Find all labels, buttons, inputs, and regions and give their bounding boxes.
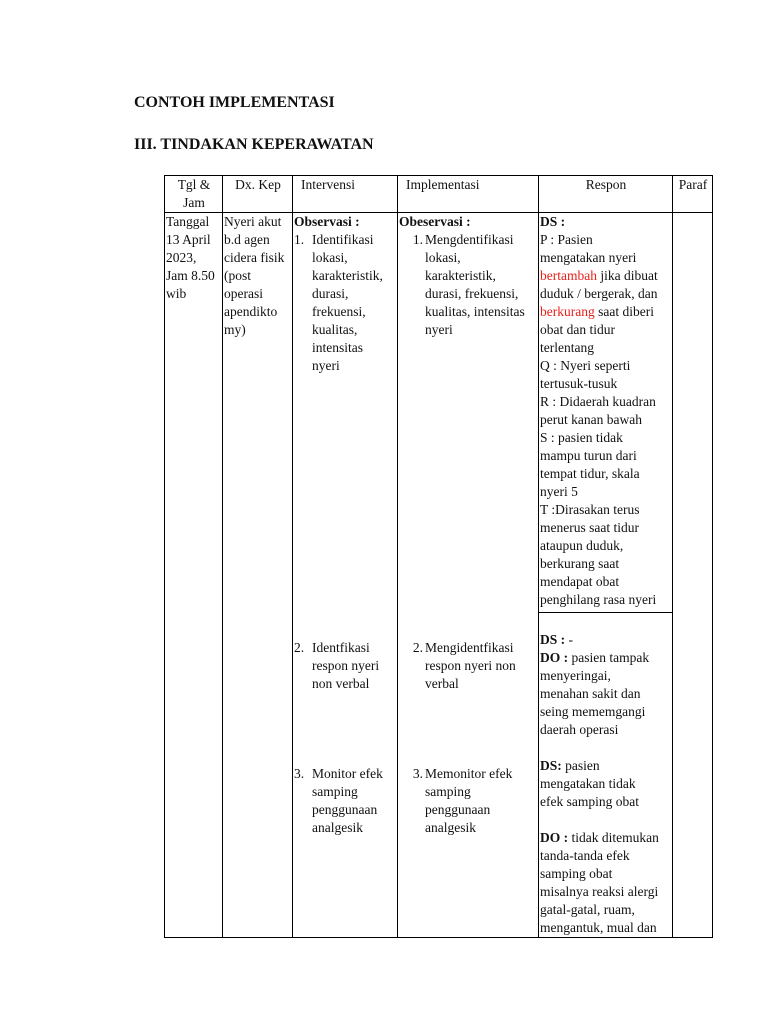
- item-line: Mengdentifikasi: [425, 232, 514, 247]
- item-line: respon nyeri: [312, 658, 380, 673]
- item-line: nyeri: [425, 322, 453, 337]
- item-line: Monitor efek: [312, 766, 383, 781]
- item-line: durasi, frekuensi,: [425, 286, 519, 301]
- respon-text: saat diberi: [594, 304, 654, 319]
- respon-line: seing mememgangi: [540, 704, 646, 719]
- header-tgl-jam: Tgl & Jam: [165, 176, 223, 213]
- item-number: 1.: [412, 232, 423, 247]
- respon-line: berkurang saat: [540, 556, 620, 571]
- header-respon: Respon: [539, 176, 673, 213]
- highlight-bertambah: bertambah: [540, 268, 597, 283]
- implementasi-item-3: [399, 765, 538, 837]
- highlight-berkurang: berkurang: [540, 304, 595, 319]
- respon-line: T :Dirasakan terus: [540, 502, 640, 517]
- respon-line: terlentang: [540, 340, 594, 355]
- diagnosis-line: cidera fisik: [224, 250, 285, 265]
- header-implementasi: Implementasi: [398, 176, 539, 213]
- header-paraf: Paraf: [673, 176, 713, 213]
- diagnosis-line: (post: [224, 268, 251, 283]
- item-number: 3.: [294, 766, 305, 781]
- item-line: non verbal: [312, 676, 370, 691]
- diagnosis-line: b.d agen: [224, 232, 270, 247]
- diagnosis-line: Nyeri akut: [224, 214, 282, 229]
- do-label: DO :: [540, 650, 569, 665]
- respon-line: obat dan tidur: [540, 322, 615, 337]
- respon-line: samping obat: [540, 866, 613, 881]
- item-number: 2.: [294, 640, 305, 655]
- intervensi-item-3: [294, 765, 397, 837]
- item-line: kualitas,: [312, 322, 358, 337]
- respon-line: mendapat obat: [540, 574, 620, 589]
- implementasi-item-2: [399, 639, 538, 693]
- implementasi-item-1: [399, 231, 538, 339]
- respon-line: misalnya reaksi alergi: [540, 884, 659, 899]
- intervensi-label: Observasi :: [294, 214, 360, 229]
- respon-line: mengatakan tidak: [540, 776, 636, 791]
- item-number: 1.: [294, 232, 305, 247]
- respon-line: Q : Nyeri seperti: [540, 358, 631, 373]
- table-row: [165, 213, 713, 938]
- item-line: analgesik: [312, 820, 363, 835]
- diagnosis-line: my): [224, 322, 246, 337]
- respon-line: mengatakan nyeri: [540, 250, 637, 265]
- table-header-row: [165, 176, 713, 213]
- implementasi-label: Obeservasi :: [399, 214, 471, 229]
- intervensi-item-1: [294, 231, 397, 375]
- item-line: penggunaan: [312, 802, 378, 817]
- item-line: nyeri: [312, 358, 340, 373]
- section-heading: III. TINDAKAN KEPERAWATAN: [134, 136, 374, 153]
- date-line: Tanggal: [166, 214, 210, 229]
- header-dx-kep: Dx. Kep: [223, 176, 293, 213]
- do-label: DO :: [540, 830, 569, 845]
- diagnosis-line: apendikto: [224, 304, 278, 319]
- item-line: respon nyeri non: [425, 658, 516, 673]
- respon-line: menerus saat tidur: [540, 520, 639, 535]
- block-divider: [539, 612, 672, 613]
- intervensi-item-2: [294, 639, 397, 693]
- item-line: kualitas, intensitas: [425, 304, 525, 319]
- item-line: intensitas: [312, 340, 363, 355]
- item-line: karakteristik,: [312, 268, 383, 283]
- respon-text: pasien: [561, 758, 600, 773]
- date-line: wib: [166, 286, 187, 301]
- document-title: CONTOH IMPLEMENTASI: [134, 94, 335, 111]
- respon-line: daerah operasi: [540, 722, 619, 737]
- intervensi-cell: [293, 213, 398, 938]
- item-line: karakteristik,: [425, 268, 496, 283]
- respon-cell: [539, 213, 673, 938]
- date-line: Jam 8.50: [166, 268, 215, 283]
- respon-line: tertusuk-tusuk: [540, 376, 618, 391]
- respon-line: P : Pasien: [540, 232, 593, 247]
- item-line: Mengidentfikasi: [425, 640, 514, 655]
- respon-block-2: [540, 631, 672, 739]
- implementation-table: [164, 175, 713, 938]
- respon-block-1: [540, 213, 672, 609]
- item-number: 3.: [412, 766, 423, 781]
- item-line: Identfikasi: [312, 640, 370, 655]
- respon-line: nyeri 5: [540, 484, 578, 499]
- respon-block-3: [540, 757, 672, 937]
- respon-line: gatal-gatal, ruam,: [540, 902, 635, 917]
- item-line: frekuensi,: [312, 304, 366, 319]
- item-line: Memonitor efek: [425, 766, 513, 781]
- respon-line: R : Didaerah kuadran: [540, 394, 656, 409]
- paraf-cell: [673, 213, 713, 938]
- respon-line: duduk / bergerak, dan: [540, 286, 658, 301]
- respon-line: menyeringai,: [540, 668, 611, 683]
- header-intervensi: Intervensi: [293, 176, 398, 213]
- respon-line: S : pasien tidak: [540, 430, 623, 445]
- item-line: lokasi,: [425, 250, 461, 265]
- respon-line: mampu turun dari: [540, 448, 637, 463]
- date-line: 2023,: [166, 250, 197, 265]
- respon-line: penghilang rasa nyeri: [540, 592, 657, 607]
- respon-text: jika dibuat: [596, 268, 658, 283]
- respon-line: mengantuk, mual dan: [540, 920, 657, 935]
- item-line: lokasi,: [312, 250, 348, 265]
- item-line: analgesik: [425, 820, 476, 835]
- item-line: Identifikasi: [312, 232, 374, 247]
- item-number: 2.: [412, 640, 423, 655]
- respon-line: tanda-tanda efek: [540, 848, 630, 863]
- implementasi-cell: [398, 213, 539, 938]
- ds-label: DS :: [540, 632, 566, 647]
- item-line: verbal: [425, 676, 459, 691]
- diagnosis-line: operasi: [224, 286, 263, 301]
- respon-line: efek samping obat: [540, 794, 639, 809]
- item-line: samping: [312, 784, 358, 799]
- ds-label: DS:: [540, 758, 562, 773]
- respon-line: tempat tidur, skala: [540, 466, 640, 481]
- respon-line: perut kanan bawah: [540, 412, 642, 427]
- respon-line: menahan sakit dan: [540, 686, 641, 701]
- item-line: penggunaan: [425, 802, 491, 817]
- diagnosis-cell: [223, 213, 293, 938]
- respon-line: ataupun duduk,: [540, 538, 624, 553]
- item-line: samping: [425, 784, 471, 799]
- respon-text: tidak ditemukan: [568, 830, 659, 845]
- ds-label: DS :: [540, 214, 566, 229]
- respon-text: -: [565, 632, 574, 647]
- item-line: durasi,: [312, 286, 349, 301]
- respon-text: pasien tampak: [568, 650, 650, 665]
- date-cell: [165, 213, 223, 938]
- date-line: 13 April: [166, 232, 211, 247]
